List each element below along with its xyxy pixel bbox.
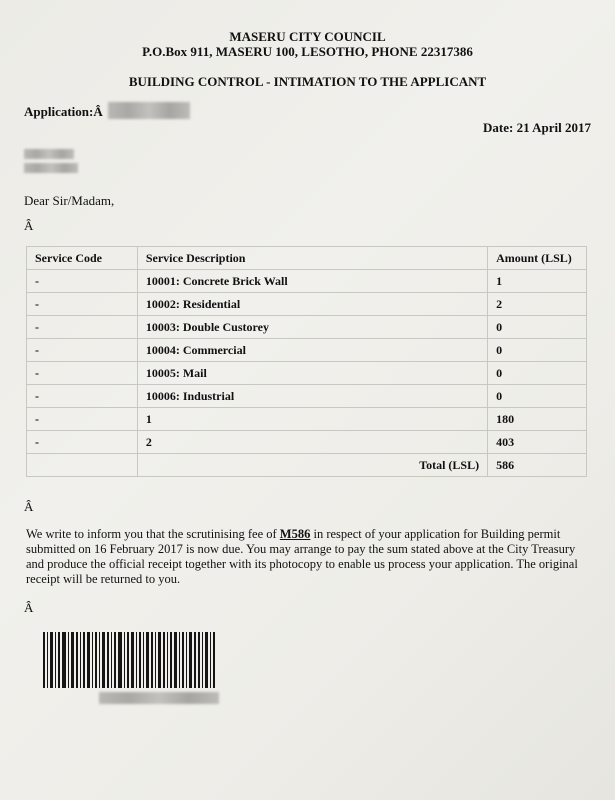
total-row bbox=[27, 454, 587, 477]
cell-description: 10006: Industrial bbox=[137, 385, 487, 408]
notice-text-end: in respect of your application for Building permit submitted on 16 February 2017 is now due. You may arrange to pay the sum stated above at the City Treasury and produce the official receipt together with its photocopy to enable us process your application. The original receipt will be returned to you. bbox=[26, 527, 578, 586]
table-row bbox=[27, 293, 587, 316]
cell-description: 2 bbox=[137, 431, 487, 454]
cell-amount: 0 bbox=[488, 316, 587, 339]
cell-code: - bbox=[27, 431, 138, 454]
total-label: Total (LSL) bbox=[137, 454, 487, 477]
cell-code: - bbox=[27, 293, 138, 316]
cell-amount: 403 bbox=[488, 431, 587, 454]
cell-amount: 0 bbox=[488, 362, 587, 385]
fee-amount: M586 bbox=[279, 527, 311, 541]
table-row bbox=[27, 316, 587, 339]
cell-description: 10001: Concrete Brick Wall bbox=[137, 270, 487, 293]
salutation: Dear Sir/Madam, bbox=[24, 193, 115, 208]
cell-amount: 1 bbox=[488, 270, 587, 293]
total-value: 586 bbox=[488, 454, 587, 477]
encoding-artifact: Â bbox=[24, 600, 34, 615]
letter-date: Date: 21 April 2017 bbox=[483, 120, 591, 135]
notice-text-start: We write to inform you that the scrutinising fee of bbox=[26, 527, 280, 541]
cell-code: - bbox=[27, 408, 138, 431]
notice-paragraph bbox=[26, 527, 596, 587]
table-header-row bbox=[27, 247, 587, 270]
cell-amount: 2 bbox=[488, 293, 587, 316]
cell-code: - bbox=[27, 316, 138, 339]
redacted-recipient-line-2 bbox=[24, 163, 78, 173]
barcode bbox=[43, 632, 275, 688]
cell-amount: 0 bbox=[488, 385, 587, 408]
table-row bbox=[27, 408, 587, 431]
header-service-code: Service Code bbox=[27, 247, 138, 270]
org-name: MASERU CITY COUNCIL bbox=[229, 29, 386, 44]
cell-code: - bbox=[27, 339, 138, 362]
redacted-application-number bbox=[108, 102, 190, 119]
header-service-description: Service Description bbox=[137, 247, 487, 270]
cell-description: 1 bbox=[137, 408, 487, 431]
encoding-artifact: Â bbox=[24, 218, 34, 233]
cell-amount: 0 bbox=[488, 339, 587, 362]
org-address: P.O.Box 911, MASERU 100, LESOTHO, PHONE 22317386 bbox=[142, 44, 473, 59]
cell-description: 10002: Residential bbox=[137, 293, 487, 316]
table-row bbox=[27, 362, 587, 385]
document-title: BUILDING CONTROL - INTIMATION TO THE APPLICANT bbox=[128, 74, 487, 89]
cell-amount: 180 bbox=[488, 408, 587, 431]
table-row bbox=[27, 339, 587, 362]
application-label: Application:Â bbox=[24, 104, 103, 119]
redacted-recipient-line-1 bbox=[24, 149, 74, 159]
table-row bbox=[27, 385, 587, 408]
cell-description: 10003: Double Custorey bbox=[137, 316, 487, 339]
header-amount: Amount (LSL) bbox=[488, 247, 587, 270]
cell-code: - bbox=[27, 362, 138, 385]
cell-description: 10004: Commercial bbox=[137, 339, 487, 362]
table-row bbox=[27, 431, 587, 454]
encoding-artifact: Â bbox=[24, 499, 34, 514]
total-empty-cell bbox=[27, 454, 138, 477]
table-row bbox=[27, 270, 587, 293]
cell-code: - bbox=[27, 385, 138, 408]
service-fees-table bbox=[26, 246, 587, 477]
cell-description: 10005: Mail bbox=[137, 362, 487, 385]
cell-code: - bbox=[27, 270, 138, 293]
redacted-barcode-number bbox=[99, 692, 219, 704]
